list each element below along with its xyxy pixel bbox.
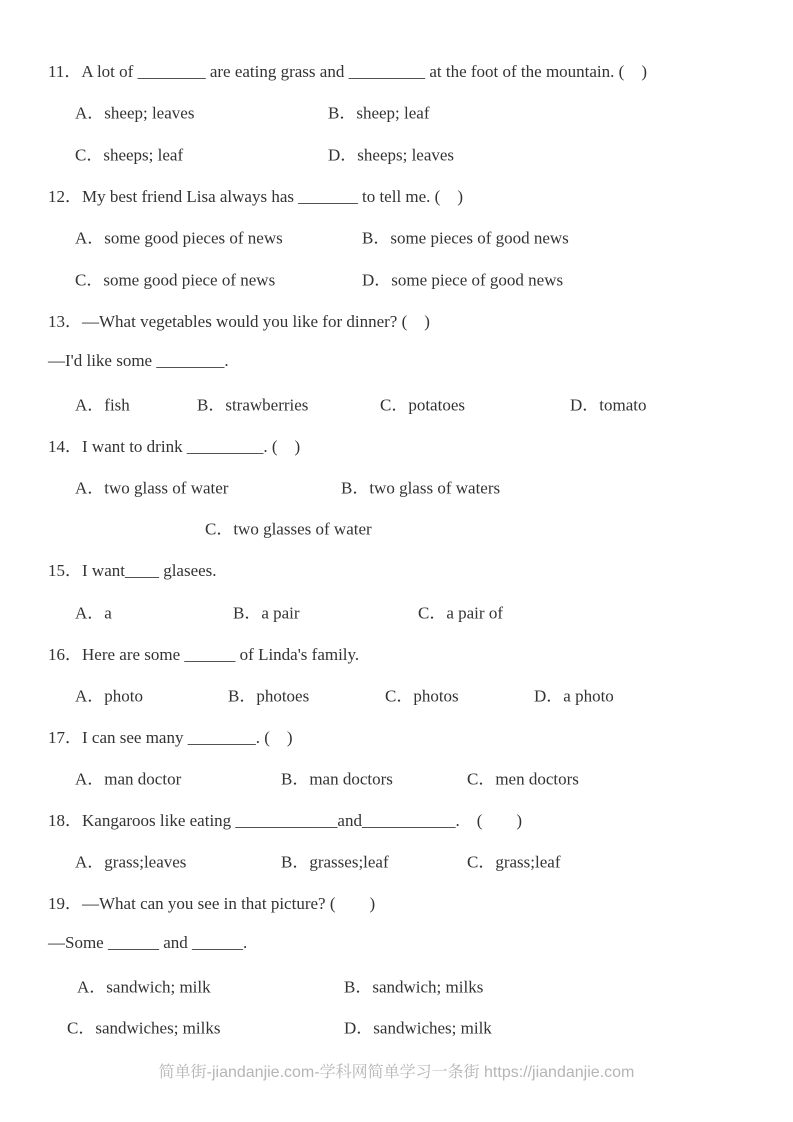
question-18-option-c: C．grass;leaf — [467, 852, 561, 872]
question-18-text: 18．Kangaroos like eating ____________and___________. ( ) — [48, 810, 523, 830]
question-13-text: 13．—What vegetables would you like for dinner? ( ) — [48, 311, 430, 331]
question-14-text: 14．I want to drink _________. ( ) — [48, 436, 301, 456]
question-16-option-a: A．photo — [75, 686, 143, 706]
question-15-option-a: A．a — [75, 603, 112, 623]
question-11 — [48, 49, 763, 174]
question-19-text-line2: —Some ______ and ______. — [48, 933, 248, 953]
question-18-option-a: A．grass;leaves — [75, 852, 187, 872]
question-17-option-a: A．man doctor — [75, 769, 182, 789]
question-11-option-d: D．sheeps; leaves — [328, 145, 455, 165]
question-11-option-a: A．sheep; leaves — [75, 103, 195, 123]
question-13-option-b: B．strawberries — [197, 395, 309, 415]
question-18-options-row-1 — [48, 839, 763, 881]
question-19-option-d: D．sandwiches; milk — [344, 1018, 492, 1038]
question-16-option-c: C．photos — [385, 686, 459, 706]
question-14-options-row-2 — [48, 507, 763, 549]
question-19-option-a: A．sandwich; milk — [77, 977, 211, 997]
question-13-option-c: C．potatoes — [380, 395, 465, 415]
question-12-options-row-2 — [48, 257, 763, 299]
question-13-text-line2: —I'd like some ________. — [48, 350, 229, 370]
question-14-option-a: A．two glass of water — [75, 478, 229, 498]
question-11-options-row-2 — [48, 132, 763, 174]
question-13 — [48, 299, 763, 424]
question-13-option-a: A．fish — [75, 395, 130, 415]
question-14-option-b: B．two glass of waters — [341, 478, 501, 498]
question-12 — [48, 174, 763, 299]
question-17-option-c: C．men doctors — [467, 769, 579, 789]
question-19-option-c: C．sandwiches; milks — [67, 1018, 221, 1038]
question-14-option-c: C．two glasses of water — [205, 519, 372, 539]
question-19-text: 19．—What can you see in that picture? ( ) — [48, 894, 376, 914]
question-19 — [48, 881, 763, 1047]
question-12-option-b: B．some pieces of good news — [362, 228, 569, 248]
question-17-text: 17．I can see many ________. ( ) — [48, 727, 293, 747]
question-15-option-c: C．a pair of — [418, 603, 503, 623]
footer-watermark: 简单街-jiandanjie.com-学科网简单学习一条街 https://jiandanjie.com — [158, 1064, 635, 1082]
question-16-option-d: D．a photo — [534, 686, 614, 706]
question-18 — [48, 798, 763, 881]
question-19-options-row-1 — [48, 964, 763, 1006]
question-16 — [48, 631, 763, 714]
question-15-text: 15．I want____ glasees. — [48, 561, 217, 581]
question-13-option-d: D．tomato — [570, 395, 647, 415]
question-12-options-row-1 — [48, 215, 763, 257]
question-19-options-row-2 — [48, 1006, 763, 1048]
question-17 — [48, 715, 763, 798]
question-11-option-b: B．sheep; leaf — [328, 103, 430, 123]
question-19-option-b: B．sandwich; milks — [344, 977, 484, 997]
question-17-options-row-1 — [48, 756, 763, 798]
question-15 — [48, 548, 763, 631]
question-14-options-row-1 — [48, 465, 763, 507]
question-11-options-row-1 — [48, 91, 763, 133]
question-15-options-row-1 — [48, 590, 763, 632]
question-17-option-b: B．man doctors — [281, 769, 393, 789]
question-11-option-c: C．sheeps; leaf — [75, 145, 184, 165]
question-12-option-a: A．some good pieces of news — [75, 228, 283, 248]
question-16-option-b: B．photoes — [228, 686, 310, 706]
question-11-text: 11．A lot of ________ are eating grass and _________ at the foot of the mountain. ( ) — [48, 62, 647, 82]
question-16-text: 16．Here are some ______ of Linda's family. — [48, 644, 360, 664]
question-12-text: 12．My best friend Lisa always has _______ to tell me. ( ) — [48, 187, 464, 207]
question-14 — [48, 423, 763, 548]
question-12-option-c: C．some good piece of news — [75, 270, 276, 290]
question-15-option-b: B．a pair — [233, 603, 300, 623]
question-12-option-d: D．some piece of good news — [362, 270, 564, 290]
question-13-options-row-1 — [48, 382, 763, 424]
question-18-option-b: B．grasses;leaf — [281, 852, 389, 872]
question-16-options-row-1 — [48, 673, 763, 715]
